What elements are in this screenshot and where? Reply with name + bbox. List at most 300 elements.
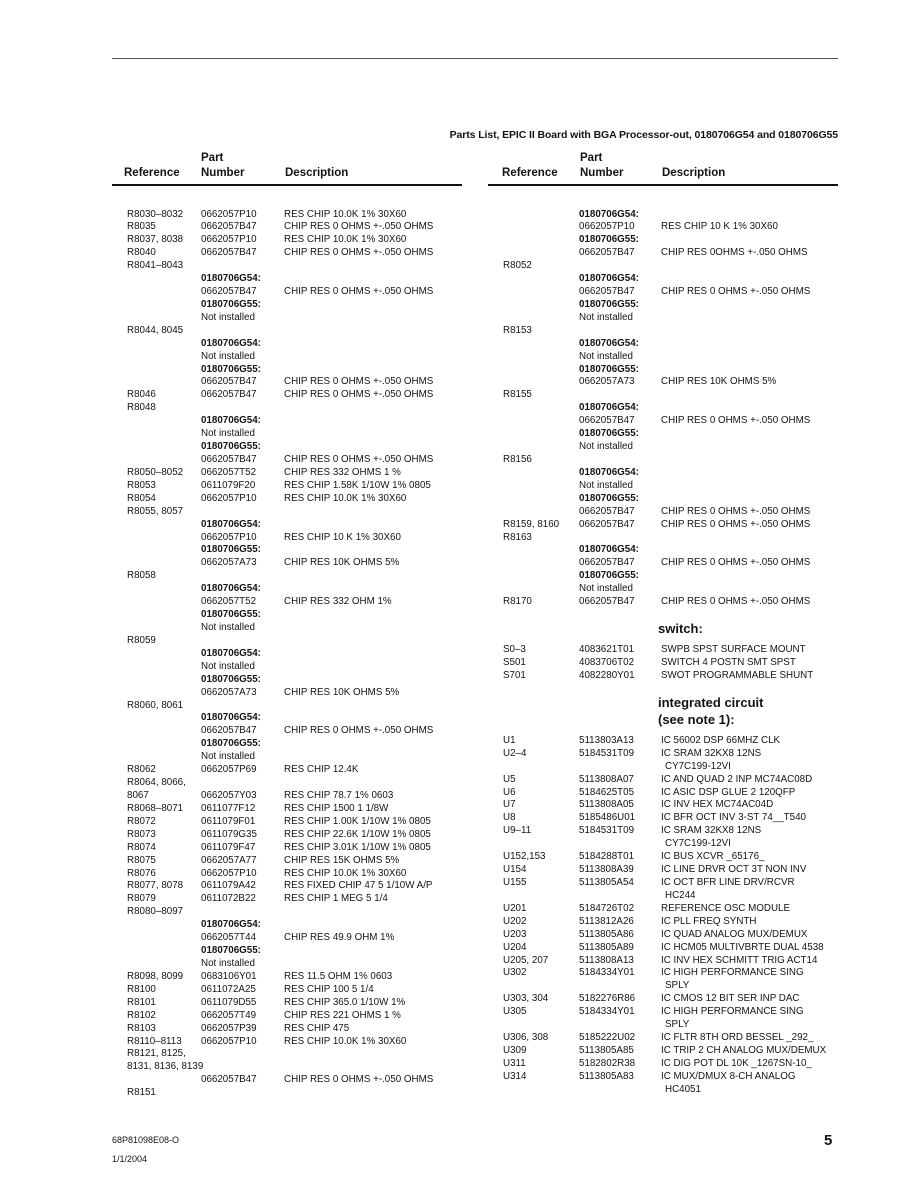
part-number-cell: 5184726T02: [579, 902, 635, 914]
table-row: [488, 506, 838, 519]
part-number-cell: 0662057T52: [201, 466, 257, 478]
table-row: [112, 506, 462, 519]
part-number-cell: 5182276R86: [579, 993, 636, 1005]
table-row: [112, 493, 462, 506]
table-row: [112, 829, 462, 842]
part-number-cell: 0662057B47: [579, 247, 635, 259]
description-cell: IC HIGH PERFORMANCE SING: [661, 1006, 804, 1018]
part-number-cell: 0611079D55: [201, 996, 257, 1008]
description-cell: RES CHIP 12.4K: [284, 764, 359, 776]
reference-cell: R8072: [127, 815, 156, 827]
description-cell: CY7C199-12VI: [665, 760, 731, 772]
left-parts-table: [112, 209, 462, 1101]
part-number-cell: Not installed: [579, 583, 633, 595]
reference-cell: U9–11: [503, 825, 532, 837]
table-row: [488, 364, 838, 377]
table-row: [488, 851, 838, 864]
description-cell: IC BUS XCVR _65176_: [661, 851, 765, 863]
description-cell: RES CHIP 10.0K 1% 30X60: [284, 208, 407, 220]
variant-label: 0180706G55:: [201, 609, 261, 621]
part-number-cell: Not installed: [579, 441, 633, 453]
table-row: [112, 725, 462, 738]
part-number-cell: Not installed: [201, 957, 255, 969]
table-row: [112, 441, 462, 454]
variant-label: 0180706G55:: [579, 298, 639, 310]
variant-label: 0180706G55:: [201, 945, 261, 957]
variant-label: 0180706G54:: [201, 712, 261, 724]
variant-label: 0180706G55:: [201, 441, 261, 453]
table-row: [488, 929, 838, 942]
description-cell: CHIP RES 0 OHMS +-.050 OHMS: [284, 725, 434, 737]
reference-cell: R8076: [127, 867, 156, 879]
reference-cell: U201: [503, 902, 527, 914]
table-row: [488, 325, 838, 338]
table-row: [112, 402, 462, 415]
table-row: [112, 842, 462, 855]
table-row: [112, 583, 462, 596]
variant-label: 0180706G55:: [579, 363, 639, 375]
left-header-number: Number: [201, 167, 245, 179]
part-number-cell: 0662057P69: [201, 764, 257, 776]
part-number-cell: Not installed: [579, 350, 633, 362]
reference-cell: S701: [503, 669, 526, 681]
description-cell: CHIP RES 0 OHMS +-.050 OHMS: [661, 596, 811, 608]
description-cell: RES CHIP 10.0K 1% 30X60: [284, 234, 407, 246]
part-number-cell: 5113805A86: [579, 928, 634, 940]
table-row: [112, 1061, 462, 1074]
reference-cell: R8156: [503, 454, 532, 466]
page-title: Parts List, EPIC II Board with BGA Processor-out, 0180706G54 and 0180706G55: [449, 129, 838, 141]
table-row: [488, 557, 838, 570]
part-number-cell: 0611079G35: [201, 828, 257, 840]
reference-cell: R8040: [127, 247, 156, 259]
description-cell: IC SRAM 32KX8 12NS: [661, 825, 762, 837]
table-row: [488, 532, 838, 545]
table-row: [112, 1087, 462, 1100]
reference-cell: U314: [503, 1070, 527, 1082]
reference-cell: 8131, 8136, 8139: [127, 1061, 204, 1073]
description-cell: CHIP RES 10K OHMS 5%: [661, 376, 777, 388]
description-cell: CHIP RES 0 OHMS +-.050 OHMS: [661, 415, 811, 427]
table-row: [488, 864, 838, 877]
section-heading-line: (see note 1):: [658, 711, 735, 727]
reference-cell: R8077, 8078: [127, 880, 184, 892]
table-row: [488, 748, 838, 761]
table-row: [112, 234, 462, 247]
part-number-cell: 0662057T49: [201, 1009, 257, 1021]
table-row: [488, 670, 838, 683]
description-cell: CHIP RES 0 OHMS +-.050 OHMS: [284, 221, 434, 233]
right-header-rule: [488, 184, 838, 186]
part-number-cell: 0662057P10: [201, 234, 257, 246]
description-cell: RES FIXED CHIP 47 5 1/10W A/P: [284, 880, 433, 892]
table-row: [112, 532, 462, 545]
reference-cell: R8074: [127, 841, 156, 853]
table-row: [488, 415, 838, 428]
table-row: [112, 286, 462, 299]
description-cell: RES CHIP 365.0 1/10W 1%: [284, 996, 406, 1008]
reference-cell: R8079: [127, 893, 156, 905]
right-header-reference: Reference: [502, 167, 558, 179]
description-cell: CHIP RES 0OHMS +-.050 OHMS: [661, 247, 808, 259]
part-number-cell: 0662057P39: [201, 1022, 257, 1034]
reference-cell: R8151: [127, 1087, 156, 1099]
table-row: [112, 906, 462, 919]
table-row: [488, 209, 838, 222]
table-row: [488, 376, 838, 389]
part-number-cell: 0662057T44: [201, 932, 257, 944]
table-row: [112, 1074, 462, 1087]
reference-cell: S501: [503, 657, 526, 668]
description-cell: IC MUX/DMUX 8-CH ANALOG: [661, 1070, 796, 1082]
part-number-cell: 0662057P10: [201, 492, 257, 504]
part-number-cell: 5113808A13: [579, 954, 634, 966]
variant-label: 0180706G54:: [201, 583, 261, 595]
table-row: [112, 712, 462, 725]
section-heading-line: switch:: [658, 621, 703, 637]
reference-cell: R8103: [127, 1022, 156, 1034]
description-cell: SPLY: [665, 1019, 690, 1031]
variant-label: 0180706G54:: [201, 647, 261, 659]
table-row: [488, 260, 838, 273]
table-row: [112, 1023, 462, 1036]
part-number-cell: Not installed: [201, 311, 255, 323]
description-cell: CHIP RES 0 OHMS +-.050 OHMS: [661, 557, 811, 569]
table-row: [488, 1006, 838, 1019]
description-cell: IC INV HEX SCHMITT TRIG ACT14: [661, 954, 818, 966]
table-row: [488, 441, 838, 454]
reference-cell: U303, 304: [503, 993, 549, 1005]
table-row: [488, 247, 838, 260]
table-row: [488, 480, 838, 493]
part-number-cell: Not installed: [579, 479, 633, 491]
table-row: [112, 364, 462, 377]
reference-cell: R8159, 8160: [503, 518, 560, 530]
description-cell: SWITCH 4 POSTN SMT SPST: [661, 657, 796, 668]
table-row: [488, 838, 838, 851]
variant-label: 0180706G55:: [201, 298, 261, 310]
table-row: [112, 868, 462, 881]
variant-label: 0180706G54:: [201, 518, 261, 530]
table-row: [488, 980, 838, 993]
description-cell: RES CHIP 475: [284, 1022, 350, 1034]
description-cell: RES CHIP 10.0K 1% 30X60: [284, 867, 407, 879]
table-row: [488, 942, 838, 955]
description-cell: CHIP RES 0 OHMS +-.050 OHMS: [661, 518, 811, 530]
part-number-cell: Not installed: [201, 350, 255, 362]
description-cell: RES 11.5 OHM 1% 0603: [284, 970, 393, 982]
part-number-cell: 0662057B47: [579, 596, 635, 608]
table-row: [488, 825, 838, 838]
description-cell: CHIP RES 10K OHMS 5%: [284, 557, 400, 569]
description-cell: CHIP RES 0 OHMS +-.050 OHMS: [284, 376, 434, 388]
table-row: [112, 389, 462, 402]
table-row: [112, 674, 462, 687]
description-cell: IC SRAM 32KX8 12NS: [661, 747, 762, 759]
variant-label: 0180706G54:: [201, 337, 261, 349]
part-number-cell: 0662057P10: [201, 531, 257, 543]
table-row: [488, 644, 838, 657]
variant-label: 0180706G55:: [579, 570, 639, 582]
table-row: [112, 609, 462, 622]
part-number-cell: Not installed: [201, 428, 255, 440]
table-row: [488, 787, 838, 800]
table-row: [112, 803, 462, 816]
part-number-cell: 5184531T09: [579, 825, 635, 837]
reference-cell: U311: [503, 1057, 526, 1069]
table-row: [112, 351, 462, 364]
part-number-cell: Not installed: [579, 311, 633, 323]
part-number-cell: 0611079F47: [201, 841, 256, 853]
top-rule: [112, 58, 838, 59]
table-row: [112, 635, 462, 648]
section-heading: [488, 609, 838, 644]
table-row: [112, 738, 462, 751]
table-row: [488, 234, 838, 247]
reference-cell: R8046: [127, 389, 156, 401]
description-cell: IC 56002 DSP 66MHZ CLK: [661, 734, 781, 746]
variant-label: 0180706G55:: [579, 428, 639, 440]
description-cell: CHIP RES 0 OHMS +-.050 OHMS: [284, 247, 434, 259]
table-row: [112, 751, 462, 764]
table-row: [488, 583, 838, 596]
table-row: [112, 1036, 462, 1049]
table-row: [112, 557, 462, 570]
description-cell: IC HCM05 MULTIVBRTE DUAL 4538: [661, 941, 824, 953]
table-row: [112, 454, 462, 467]
part-number-cell: 5184334Y01: [579, 1006, 635, 1018]
variant-label: 0180706G54:: [201, 415, 261, 427]
table-row: [112, 661, 462, 674]
part-number-cell: 0611079A42: [201, 880, 256, 892]
reference-cell: U155: [503, 876, 527, 888]
part-number-cell: 0662057P10: [201, 867, 257, 879]
part-number-cell: 5113805A89: [579, 941, 634, 953]
table-row: [488, 299, 838, 312]
part-number-cell: 0683106Y01: [201, 970, 257, 982]
table-row: [488, 799, 838, 812]
table-row: [112, 325, 462, 338]
table-row: [488, 1058, 838, 1071]
part-number-cell: 5185486U01: [579, 812, 636, 824]
reference-cell: R8098, 8099: [127, 970, 184, 982]
reference-cell: R8030–8032: [127, 208, 184, 220]
table-row: [488, 493, 838, 506]
table-row: [488, 519, 838, 532]
reference-cell: R8121, 8125,: [127, 1048, 186, 1060]
table-row: [112, 622, 462, 635]
right-parts-table: [488, 209, 838, 1097]
description-cell: IC DIG POT DL 10K _1267SN-10_: [661, 1057, 812, 1069]
table-row: [112, 700, 462, 713]
reference-cell: R8110–8113: [127, 1035, 182, 1047]
reference-cell: U204: [503, 941, 527, 953]
description-cell: CHIP RES 0 OHMS +-.050 OHMS: [284, 1074, 434, 1086]
document-date: 1/1/2004: [112, 1154, 148, 1164]
reference-cell: R8100: [127, 983, 156, 995]
reference-cell: S0–3: [503, 644, 526, 656]
reference-cell: U152,153: [503, 851, 546, 863]
variant-label: 0180706G54:: [579, 273, 639, 285]
part-number-cell: 0662057Y03: [201, 789, 257, 801]
reference-cell: R8163: [503, 531, 532, 543]
table-row: [112, 790, 462, 803]
description-cell: IC HIGH PERFORMANCE SING: [661, 967, 804, 979]
reference-cell: R8080–8097: [127, 906, 184, 918]
part-number-cell: 0611077F12: [201, 802, 256, 814]
part-number-cell: 5184334Y01: [579, 967, 635, 979]
table-row: [488, 544, 838, 557]
table-row: [112, 519, 462, 532]
description-cell: RES CHIP 10.0K 1% 30X60: [284, 492, 407, 504]
description-cell: RES CHIP 3.01K 1/10W 1% 0805: [284, 841, 431, 853]
reference-cell: U309: [503, 1044, 527, 1056]
description-cell: CHIP RES 0 OHMS +-.050 OHMS: [661, 286, 811, 298]
description-cell: CHIP RES 0 OHMS +-.050 OHMS: [284, 286, 434, 298]
reference-cell: R8053: [127, 479, 156, 491]
table-row: [488, 890, 838, 903]
table-row: [488, 967, 838, 980]
variant-label: 0180706G55:: [201, 738, 261, 750]
variant-label: 0180706G54:: [201, 919, 261, 931]
description-cell: CHIP RES 0 OHMS +-.050 OHMS: [661, 505, 811, 517]
reference-cell: R8059: [127, 634, 156, 646]
description-cell: IC LINE DRVR OCT 3T NON INV: [661, 864, 807, 876]
table-row: [112, 816, 462, 829]
table-row: [488, 735, 838, 748]
table-row: [112, 1010, 462, 1023]
variant-label: 0180706G55:: [201, 544, 261, 556]
part-number-cell: 5113805A54: [579, 876, 634, 888]
table-row: [112, 880, 462, 893]
part-number-cell: 0662057B47: [579, 286, 635, 298]
reference-cell: R8058: [127, 570, 156, 582]
table-row: [112, 855, 462, 868]
table-row: [488, 273, 838, 286]
table-row: [112, 764, 462, 777]
part-number-cell: 0662057B47: [201, 389, 257, 401]
part-number-cell: 5113805A83: [579, 1070, 634, 1082]
table-row: [112, 376, 462, 389]
table-row: [112, 984, 462, 997]
right-header-part: Part: [580, 152, 603, 164]
table-row: [112, 312, 462, 325]
table-row: [112, 467, 462, 480]
description-cell: IC AND QUAD 2 INP MC74AC08D: [661, 773, 813, 785]
description-cell: CHIP RES 15K OHMS 5%: [284, 854, 400, 866]
left-header-description: Description: [285, 167, 349, 179]
part-number-cell: 0662057P10: [579, 221, 635, 233]
reference-cell: R8052: [503, 260, 532, 272]
table-row: [112, 958, 462, 971]
part-number-cell: 0662057A73: [579, 376, 635, 388]
part-number-cell: 0611079F20: [201, 479, 256, 491]
reference-cell: R8035: [127, 221, 156, 233]
reference-cell: R8044, 8045: [127, 324, 184, 336]
left-header-rule: [112, 184, 462, 186]
part-number-cell: 0662057B47: [201, 221, 257, 233]
description-cell: IC TRIP 2 CH ANALOG MUX/DEMUX: [661, 1044, 827, 1056]
table-row: [112, 1048, 462, 1061]
description-cell: CHIP RES 10K OHMS 5%: [284, 686, 400, 698]
description-cell: HC4051: [665, 1083, 701, 1095]
part-number-cell: 0611079F01: [201, 815, 256, 827]
description-cell: RES CHIP 10.0K 1% 30X60: [284, 1035, 407, 1047]
description-cell: SPLY: [665, 980, 690, 992]
reference-cell: R8041–8043: [127, 260, 184, 272]
reference-cell: R8054: [127, 492, 156, 504]
part-number-cell: 5113808A05: [579, 799, 634, 811]
description-cell: HC244: [665, 889, 696, 901]
reference-cell: R8102: [127, 1009, 156, 1021]
part-number-cell: 0662057B47: [579, 415, 635, 427]
description-cell: IC BFR OCT INV 3-ST 74__T540: [661, 812, 807, 824]
variant-label: 0180706G55:: [579, 492, 639, 504]
description-cell: RES CHIP 1.58K 1/10W 1% 0805: [284, 479, 431, 491]
reference-cell: R8062: [127, 764, 156, 776]
description-cell: RES CHIP 1.00K 1/10W 1% 0805: [284, 815, 431, 827]
table-row: [488, 428, 838, 441]
left-header-reference: Reference: [124, 167, 180, 179]
table-row: [488, 312, 838, 325]
description-cell: IC QUAD ANALOG MUX/DEMUX: [661, 928, 808, 940]
description-cell: RES CHIP 78.7 1% 0603: [284, 789, 394, 801]
table-row: [112, 544, 462, 557]
part-number-cell: 0662057B47: [579, 557, 635, 569]
part-number-cell: 0662057A77: [201, 854, 257, 866]
part-number-cell: Not installed: [201, 622, 255, 633]
table-row: [488, 761, 838, 774]
reference-cell: U205, 207: [503, 954, 549, 966]
table-row: [488, 286, 838, 299]
document-number: 68P81098E08-O: [112, 1135, 180, 1145]
description-cell: CY7C199-12VI: [665, 838, 731, 850]
table-row: [112, 428, 462, 441]
table-row: [488, 389, 838, 402]
part-number-cell: 0662057B47: [201, 1074, 257, 1086]
table-row: [488, 903, 838, 916]
section-heading-line: integrated circuit: [658, 694, 764, 710]
reference-cell: R8055, 8057: [127, 505, 184, 517]
table-row: [112, 415, 462, 428]
table-row: [488, 1045, 838, 1058]
part-number-cell: 0662057B47: [201, 376, 257, 388]
table-row: [112, 570, 462, 583]
table-row: [488, 877, 838, 890]
reference-cell: U6: [503, 786, 516, 798]
description-cell: RES CHIP 10 K 1% 30X60: [284, 531, 401, 543]
reference-cell: U203: [503, 928, 527, 940]
table-row: [112, 971, 462, 984]
part-number-cell: Not installed: [201, 751, 255, 763]
part-number-cell: 0662057B47: [201, 454, 257, 466]
reference-cell: U5: [503, 773, 516, 785]
part-number-cell: 0662057P10: [201, 1035, 257, 1047]
reference-cell: U305: [503, 1006, 527, 1018]
variant-label: 0180706G54:: [579, 466, 639, 478]
reference-cell: R8155: [503, 389, 532, 401]
variant-label: 0180706G54:: [579, 402, 639, 414]
reference-cell: U7: [503, 799, 516, 811]
part-number-cell: 0662057P10: [201, 208, 257, 220]
part-number-cell: 0611072A25: [201, 983, 256, 995]
table-row: [112, 919, 462, 932]
variant-label: 0180706G54:: [579, 337, 639, 349]
description-cell: SWOT PROGRAMMABLE SHUNT: [661, 669, 814, 681]
part-number-cell: 5113808A39: [579, 864, 634, 876]
variant-label: 0180706G54:: [579, 208, 639, 220]
part-number-cell: 0662057B47: [201, 725, 257, 737]
